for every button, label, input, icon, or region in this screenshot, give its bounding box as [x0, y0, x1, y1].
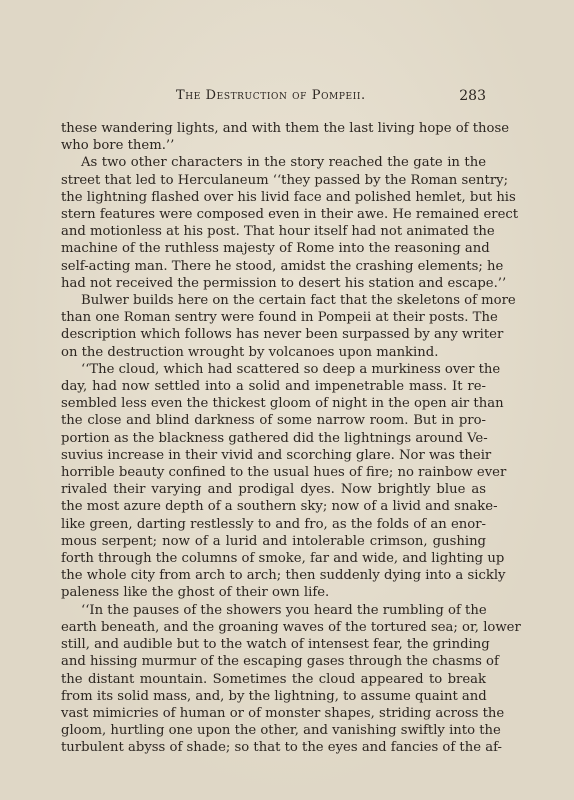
page-header — [61, 88, 486, 108]
text-line: self-acting man. There he stood, amidst the crashing elements; he — [61, 258, 504, 274]
text-line: the close and blind darkness of some narrow room. But in pro- — [61, 413, 486, 429]
text-line: the most azure depth of a southern sky; now of a livid and snake- — [61, 499, 498, 515]
text-line: had not received the permission to desert his station and escape.’’ — [61, 275, 507, 291]
text-line: and motionless at his post. That hour itself had not animated the — [61, 224, 495, 240]
text-line: and hissing murmur of the escaping gases through the chasms of — [61, 654, 499, 670]
text-line: gloom, hurtling one upon the other, and vanishing swiftly into the — [61, 723, 501, 739]
text-line: horrible beauty confined to the usual hues of fire; no rainbow ever — [61, 465, 507, 481]
text-line: ‘‘The cloud, which had scattered so deep a murkiness over the — [81, 361, 501, 377]
text-line: rivaled their varying and prodigal dyes. Now brightly blue as — [61, 482, 486, 498]
text-line: machine of the ruthless majesty of Rome into the reasoning and — [61, 241, 490, 257]
text-line: turbulent abyss of shade; so that to the eyes and fancies of the af- — [61, 740, 502, 756]
text-line: forth through the columns of smoke, far and wide, and lighting up — [61, 551, 505, 567]
text-line: on the destruction wrought by volcanoes upon mankind. — [61, 344, 439, 360]
text-line: who bore them.’’ — [61, 138, 175, 154]
text-line: like green, darting restlessly to and fro, as the folds of an enor- — [61, 516, 486, 532]
text-line: the distant mountain. Sometimes the cloud appeared to break — [61, 671, 486, 687]
text-line: stern features were composed even in their awe. He remained erect — [61, 207, 519, 223]
text-line: paleness like the ghost of their own life. — [61, 585, 330, 601]
text-line: portion as the blackness gathered did the lightnings around Ve- — [61, 430, 488, 446]
text-line: vast mimicries of human or of monster shapes, striding across the — [61, 705, 505, 721]
text-line: suvius increase in their vivid and scorching glare. Nor was their — [61, 447, 492, 463]
text-line: the lightning flashed over his livid face and polished hemlet, but his — [61, 189, 516, 205]
text-line: these wandering lights, and with them the last living hope of those — [61, 121, 510, 136]
text-line: the whole city from arch to arch; then suddenly dying into a sickly — [61, 568, 506, 584]
text-line: still, and audible but to the watch of intensest fear, the grinding — [61, 637, 490, 653]
text-line: earth beneath, and the groaning waves of the tortured sea; or, lower — [61, 619, 521, 635]
text-line: ‘‘In the pauses of the showers you heard the rumbling of the — [81, 602, 487, 618]
text-line: description which follows has never been surpassed by any writer — [61, 327, 504, 343]
page-number: 283 — [459, 88, 486, 104]
text-line: As two other characters in the story reached the gate in the — [81, 155, 486, 171]
text-line: Bulwer builds here on the certain fact that the skeletons of more — [81, 293, 516, 309]
text-line: street that led to Herculaneum ‘‘they passed by the Roman sentry; — [61, 172, 509, 188]
text-line: from its solid mass, and, by the lightning, to assume quaint and — [61, 688, 487, 704]
text-line: sembled less even the thickest gloom of night in the open air than — [61, 396, 504, 412]
page-body — [61, 120, 521, 757]
text-line: than one Roman sentry were found in Pompeii at their posts. The — [61, 310, 498, 326]
running-title: The Destruction of Pompeii. — [176, 88, 366, 103]
text-line: day, had now settled into a solid and impenetrable mass. It re- — [61, 379, 486, 395]
text-line: mous serpent; now of a lurid and intolerable crimson, gushing — [61, 533, 486, 549]
